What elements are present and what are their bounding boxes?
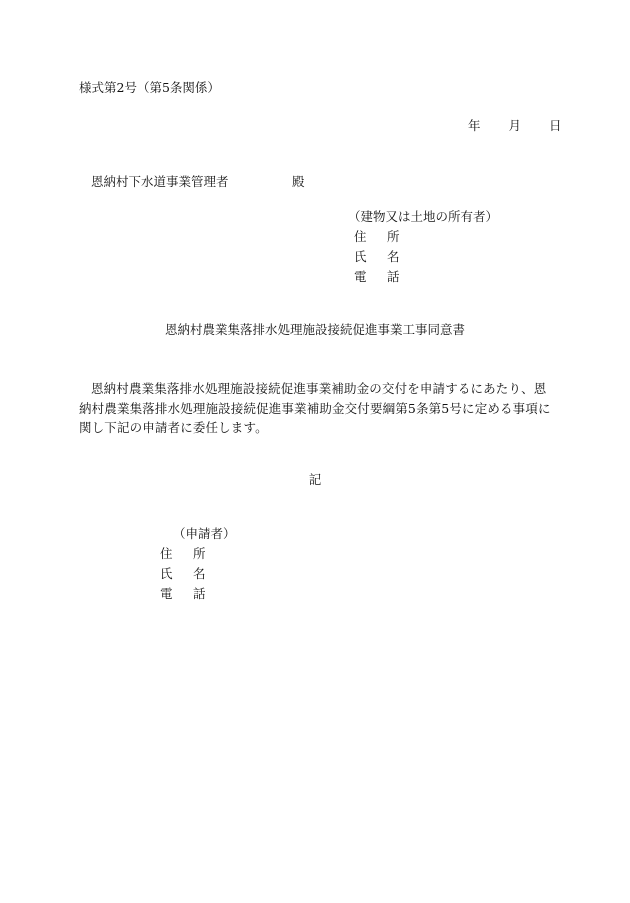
owner-name-row [345,251,498,271]
document-title: 恩納村農業集落排水処理施設接続促進事業工事同意書 [164,322,465,337]
addressee-name: 恩納村下水道事業管理者 [91,174,229,189]
date-month-label: 月 [508,118,522,133]
date-year-label: 年 [468,118,481,133]
addressee-honorific: 殿 [291,174,305,189]
applicant-caption: （申請者） [173,526,236,541]
owner-address-label-1: 住 [354,229,367,244]
ki-heading: 記 [308,472,322,487]
applicant-name-label-1: 氏 [160,566,173,581]
date-line [468,120,562,133]
applicant-phone-label-1: 電 [160,586,173,601]
applicant-phone-label-2: 話 [193,586,206,601]
applicant-phone-row [160,588,236,608]
applicant-block [160,528,236,608]
applicant-address-label-1: 住 [160,546,173,561]
owner-name-label-1: 氏 [354,249,367,264]
applicant-name-label-2: 名 [193,566,206,581]
owner-block [345,211,498,291]
owner-phone-label-1: 電 [354,269,367,284]
owner-phone-label-2: 話 [387,269,400,284]
body-paragraph: 恩納村農業集落排水処理施設接続促進事業補助金の交付を申請するにあたり、恩納村農業集落排水処理施設接続促進事業補助金交付要綱第5条第5号に定める事項に関し下記の申請者に委任します。 [79,381,551,435]
owner-address-label-2: 所 [387,229,400,244]
applicant-address-label-2: 所 [193,546,206,561]
owner-name-label-2: 名 [387,249,400,264]
owner-address-row [345,231,498,251]
date-day-label: 日 [549,118,562,133]
applicant-name-row [160,568,236,588]
form-number: 様式第2号（第5条関係） [79,80,220,95]
owner-phone-row [345,271,498,291]
applicant-address-row [160,548,236,568]
owner-caption: （建物又は土地の所有者） [348,209,499,224]
addressee [91,176,305,189]
